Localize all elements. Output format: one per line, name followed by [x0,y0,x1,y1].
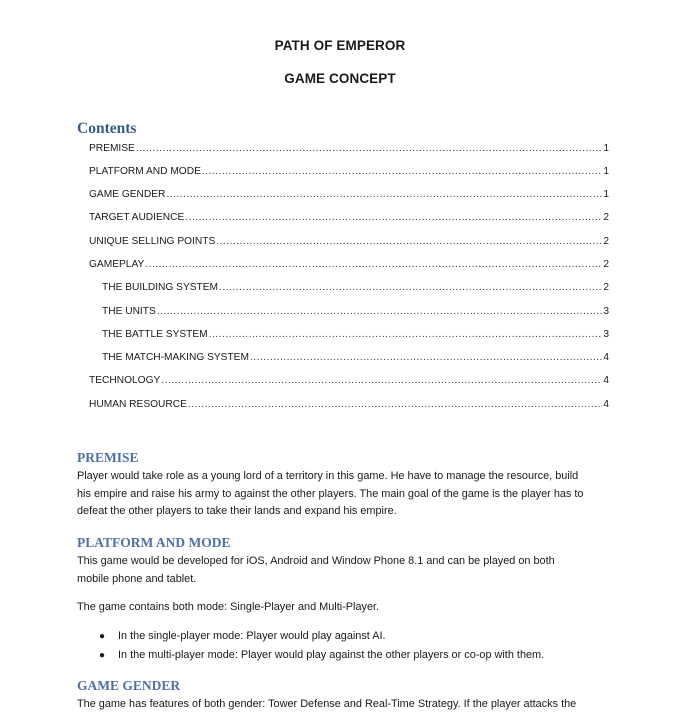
toc-page-number: 4 [603,375,609,386]
toc-page-number: 2 [603,236,609,247]
toc-leader-dots [185,211,602,225]
toc-leader-dots [161,374,602,388]
modes-intro-paragraph [77,599,617,617]
text-line: The game has features of both gender: Tower Defense and Real-Time Strategy. If the player attacks the [77,698,577,710]
toc-entry-human-resource[interactable] [89,398,609,412]
toc-page-number: 4 [603,352,609,363]
toc-entry-label: TARGET AUDIENCE [89,212,185,223]
toc-page-number: 2 [603,259,609,270]
list-item-text: In the single-player mode: Player would play against AI. [118,630,386,642]
toc-entry-premise[interactable] [89,142,609,156]
bullet-icon: ● [99,650,106,661]
bullet-icon: ● [99,631,106,642]
toc-page-number: 1 [603,189,609,200]
toc-leader-dots [145,258,602,272]
toc-leader-dots [216,235,602,249]
toc-entry-game-gender[interactable] [89,188,609,202]
toc-entry-platform-and-mode[interactable] [89,165,609,179]
document-subtitle: GAME CONCEPT [284,71,396,86]
text-line: his empire and raise his army to against the other players. The main goal of the game is the player has to [77,487,584,500]
toc-leader-dots [209,328,603,342]
platform-paragraph [77,553,617,588]
toc-entry-label: PREMISE [89,143,135,154]
toc-leader-dots [202,165,602,179]
toc-leader-dots [188,398,602,412]
text-line: The game contains both mode: Single-Player and Multi-Player. [77,601,380,613]
toc-entry-label: THE BUILDING SYSTEM [102,282,219,293]
toc-entry-label: THE MATCH-MAKING SYSTEM [102,352,249,363]
toc-entry-label: GAME GENDER [89,189,166,200]
premise-paragraph [77,468,617,521]
section-heading-premise: PREMISE [77,450,139,465]
toc-entry-label: THE BATTLE SYSTEM [102,329,208,340]
toc-entry-label: THE UNITS [102,306,156,317]
toc-page-number: 2 [603,212,609,223]
toc-page-number: 3 [603,329,609,340]
toc-entry-unique-selling-points[interactable] [89,235,609,249]
text-line: Player would take role as a young lord of a territory in this game. He have to manage the resource, build [77,470,579,482]
section-heading-platform-and-mode: PLATFORM AND MODE [77,535,231,550]
text-line: This game would be developed for iOS, Android and Window Phone 8.1 and can be played on both [77,555,555,567]
text-line: mobile phone and tablet. [77,572,197,585]
toc-page-number: 1 [603,143,609,154]
text-line: defeat the other players to take their lands and expand his empire. [77,505,397,517]
toc-leader-dots [166,188,602,202]
toc-page-number: 3 [603,306,609,317]
toc-entry-building-system[interactable] [102,281,609,295]
list-item [99,628,619,645]
toc-entry-label: TECHNOLOGY [89,375,161,386]
toc-entry-label: UNIQUE SELLING POINTS [89,236,216,247]
toc-entry-gameplay[interactable] [89,258,609,272]
toc-leader-dots [219,281,602,295]
toc-entry-match-making-system[interactable] [102,351,609,365]
toc-entry-label: HUMAN RESOURCE [89,399,187,410]
section-heading-game-gender: GAME GENDER [77,678,181,693]
toc-entry-battle-system[interactable] [102,328,609,342]
document-title: PATH OF EMPEROR [274,38,406,53]
toc-entry-technology[interactable] [89,374,609,388]
toc-entry-target-audience[interactable] [89,211,609,225]
toc-leader-dots [157,305,603,319]
toc-leader-dots [136,142,602,156]
toc-entry-label: GAMEPLAY [89,259,145,270]
toc-page-number: 2 [603,282,609,293]
list-item [99,647,619,664]
contents-heading: Contents [77,120,137,137]
toc-page-number: 1 [603,166,609,177]
toc-entry-units[interactable] [102,305,609,319]
toc-entry-label: PLATFORM AND MODE [89,166,201,177]
toc-page-number: 4 [603,399,609,410]
list-item-text: In the multi-player mode: Player would play against the other players or co-op with them. [118,649,545,661]
toc-leader-dots [250,351,602,365]
